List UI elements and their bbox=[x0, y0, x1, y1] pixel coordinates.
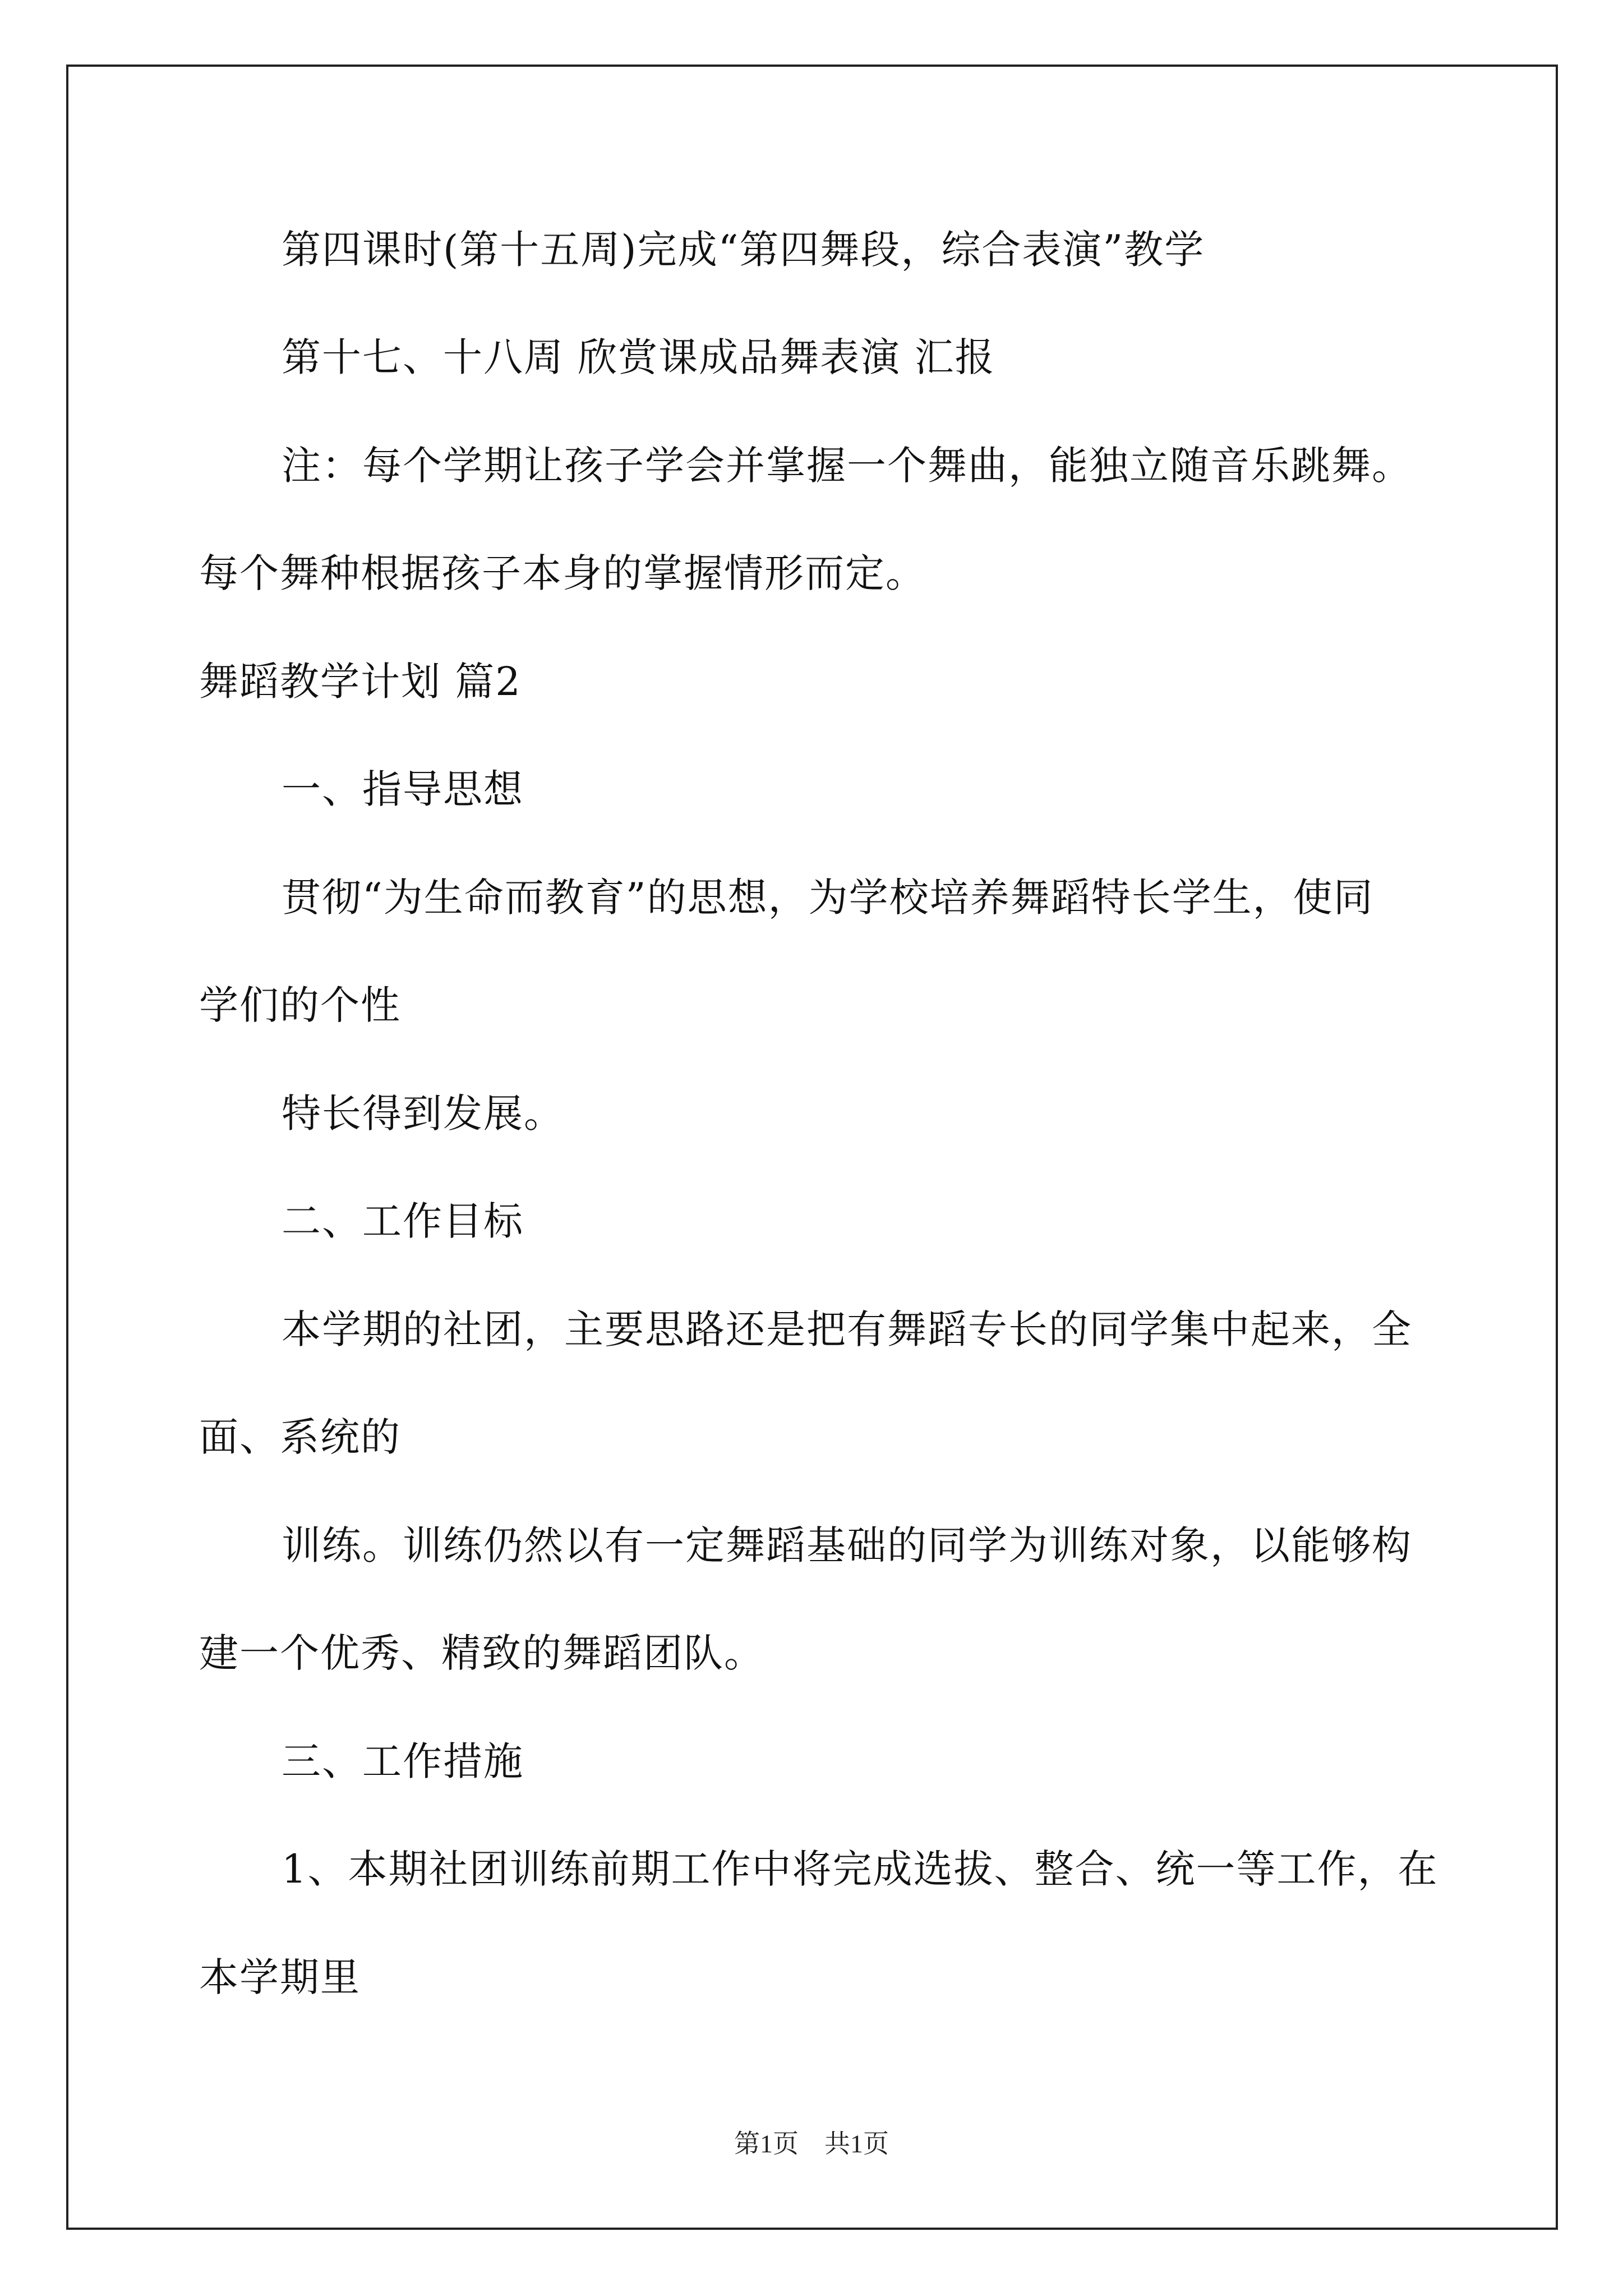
paragraph-line: 本学期的社团，主要思路还是把有舞蹈专长的同学集中起来，全 bbox=[282, 1306, 1412, 1352]
subheading: 一、指导思想 bbox=[282, 766, 524, 812]
paragraph-line: 本学期里 bbox=[199, 1954, 361, 2000]
page-footer: 第1页 共1页 bbox=[734, 2129, 889, 2158]
paragraph-line: 贯彻“为生命而教育”的思想，为学校培养舞蹈特长学生，使同 bbox=[282, 875, 1374, 921]
paragraph-line: 学们的个性 bbox=[199, 982, 401, 1028]
paragraph-line: 训练。训练仍然以有一定舞蹈基础的同学为训练对象，以能够构 bbox=[282, 1522, 1412, 1568]
paragraph-line: 注：每个学期让孩子学会并掌握一个舞曲，能独立随音乐跳舞。 bbox=[282, 443, 1412, 489]
paragraph-line: 建一个优秀、精致的舞蹈团队。 bbox=[199, 1630, 764, 1676]
paragraph-line: 第四课时(第十五周)完成“第四舞段，综合表演”教学 bbox=[282, 227, 1205, 273]
subheading: 二、工作目标 bbox=[282, 1198, 524, 1244]
paragraph-line: 面、系统的 bbox=[199, 1414, 401, 1460]
page-border bbox=[66, 65, 1558, 2230]
paragraph-line: 特长得到发展。 bbox=[282, 1091, 564, 1137]
paragraph-line: 1、本期社团训练前期工作中将完成选拔、整合、统一等工作，在 bbox=[282, 1846, 1438, 1892]
subheading: 三、工作措施 bbox=[282, 1738, 524, 1784]
paragraph-line: 每个舞种根据孩子本身的掌握情形而定。 bbox=[199, 550, 926, 596]
section-heading: 舞蹈教学计划 篇2 bbox=[199, 659, 522, 705]
paragraph-line: 第十七、十八周 欣赏课成品舞表演 汇报 bbox=[282, 334, 995, 380]
